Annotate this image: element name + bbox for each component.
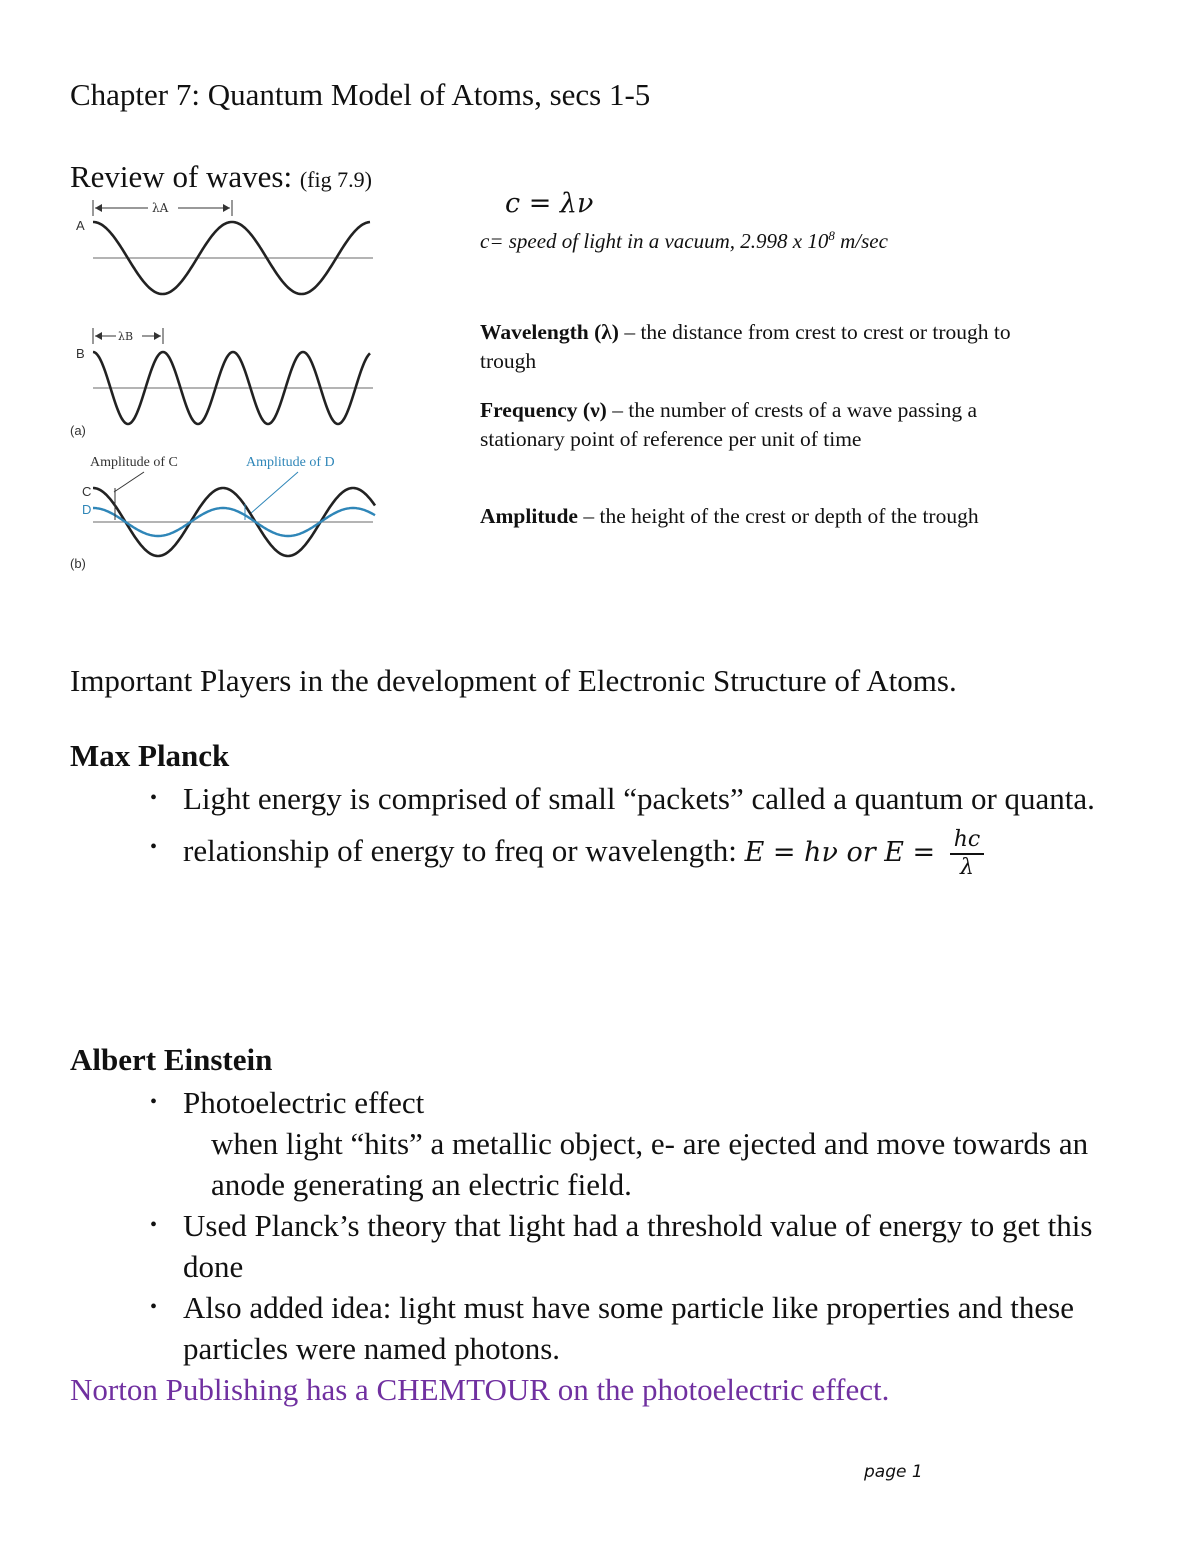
- amplitude-c-pointer: [114, 472, 144, 492]
- panel-a-label: (a): [70, 423, 86, 438]
- wave-c-label: C: [82, 484, 92, 499]
- players-intro: Important Players in the development of Electronic Structure of Atoms.: [70, 663, 957, 698]
- list-item: [150, 778, 1140, 819]
- einstein-bullet-list: [150, 1082, 1140, 1369]
- arrowhead-icon: [95, 204, 102, 212]
- arrowhead-icon: [223, 204, 230, 212]
- bullet-icon: •: [150, 787, 158, 809]
- figure-reference: (fig 7.9): [299, 167, 372, 192]
- chemtour-note: Norton Publishing has a CHEMTOUR on the photoelectric effect.: [70, 1372, 890, 1407]
- bullet-icon: •: [150, 836, 158, 858]
- definition-term: Amplitude: [480, 504, 578, 528]
- speed-exponent: 8: [828, 228, 835, 243]
- definition-amplitude: [480, 502, 1040, 531]
- fraction-numerator: hc: [950, 827, 985, 855]
- speed-of-light-definition: [480, 228, 888, 254]
- speed-of-light-equation: c = λν: [505, 188, 594, 219]
- page-number: page 1: [864, 1462, 923, 1482]
- amplitude-d-pointer: [250, 472, 298, 514]
- list-item: [150, 1205, 1140, 1287]
- bullet-text: Photoelectric effect: [183, 1085, 425, 1120]
- page-title: Chapter 7: Quantum Model of Atoms, secs 1-5: [70, 77, 651, 112]
- bullet-icon: •: [150, 1214, 158, 1236]
- panel-b-label: (b): [70, 556, 86, 571]
- definition-term: Wavelength (λ): [480, 320, 619, 344]
- bullet-text: Used Planck’s theory that light had a threshold value of energy to get this done: [183, 1208, 1093, 1284]
- list-subitem: [150, 1123, 1140, 1205]
- wave-b-label: B: [76, 346, 85, 361]
- speed-unit: m/sec: [834, 229, 888, 253]
- review-label: Review of waves:: [70, 159, 300, 194]
- wave-a-label: A: [76, 218, 85, 233]
- planck-heading: Max Planck: [70, 738, 230, 773]
- wavelength-a-label: λA: [152, 201, 169, 215]
- bullet-subtext: when light “hits” a metallic object, e- are ejected and move towards an anode generating an electric field.: [211, 1126, 1089, 1202]
- definition-term: Frequency (ν): [480, 398, 607, 422]
- bullet-icon: •: [150, 1296, 158, 1318]
- arrowhead-icon: [95, 332, 102, 340]
- list-item: [150, 827, 1140, 881]
- einstein-heading: Albert Einstein: [70, 1042, 273, 1077]
- energy-formula: E = hν or E =: [744, 837, 944, 869]
- wavelength-b-label: λB: [118, 330, 134, 343]
- definition-text: – the number of crests of a wave passing a stationary point of reference per unit of time: [480, 398, 978, 451]
- bullet-text: Light energy is comprised of small “packets” called a quantum or quanta.: [183, 781, 1095, 816]
- definition-wavelength: [480, 318, 1040, 376]
- bullet-icon: •: [150, 1091, 158, 1113]
- fraction-denominator: λ: [959, 855, 974, 880]
- definition-text: – the distance from crest to crest or trough to trough: [480, 320, 1011, 373]
- amplitude-c-label: Amplitude of C: [90, 455, 178, 470]
- planck-bullet-list: [150, 778, 1140, 881]
- definition-text: – the height of the crest or depth of the trough: [577, 504, 979, 528]
- arrowhead-icon: [154, 332, 161, 340]
- definition-frequency: [480, 396, 1040, 454]
- list-item: [150, 1082, 1140, 1123]
- wave-d-label: D: [82, 502, 92, 517]
- list-item: [150, 1287, 1140, 1369]
- bullet-text: Also added idea: light must have some particle like properties and these particles were named photons.: [183, 1290, 1074, 1366]
- bullet-text: relationship of energy to freq or wavelength:: [183, 833, 745, 869]
- energy-fraction: [950, 827, 985, 881]
- wave-figure: [60, 192, 390, 582]
- amplitude-d-label: Amplitude of D: [246, 455, 335, 470]
- speed-text: c= speed of light in a vacuum, 2.998 x 10: [480, 229, 829, 253]
